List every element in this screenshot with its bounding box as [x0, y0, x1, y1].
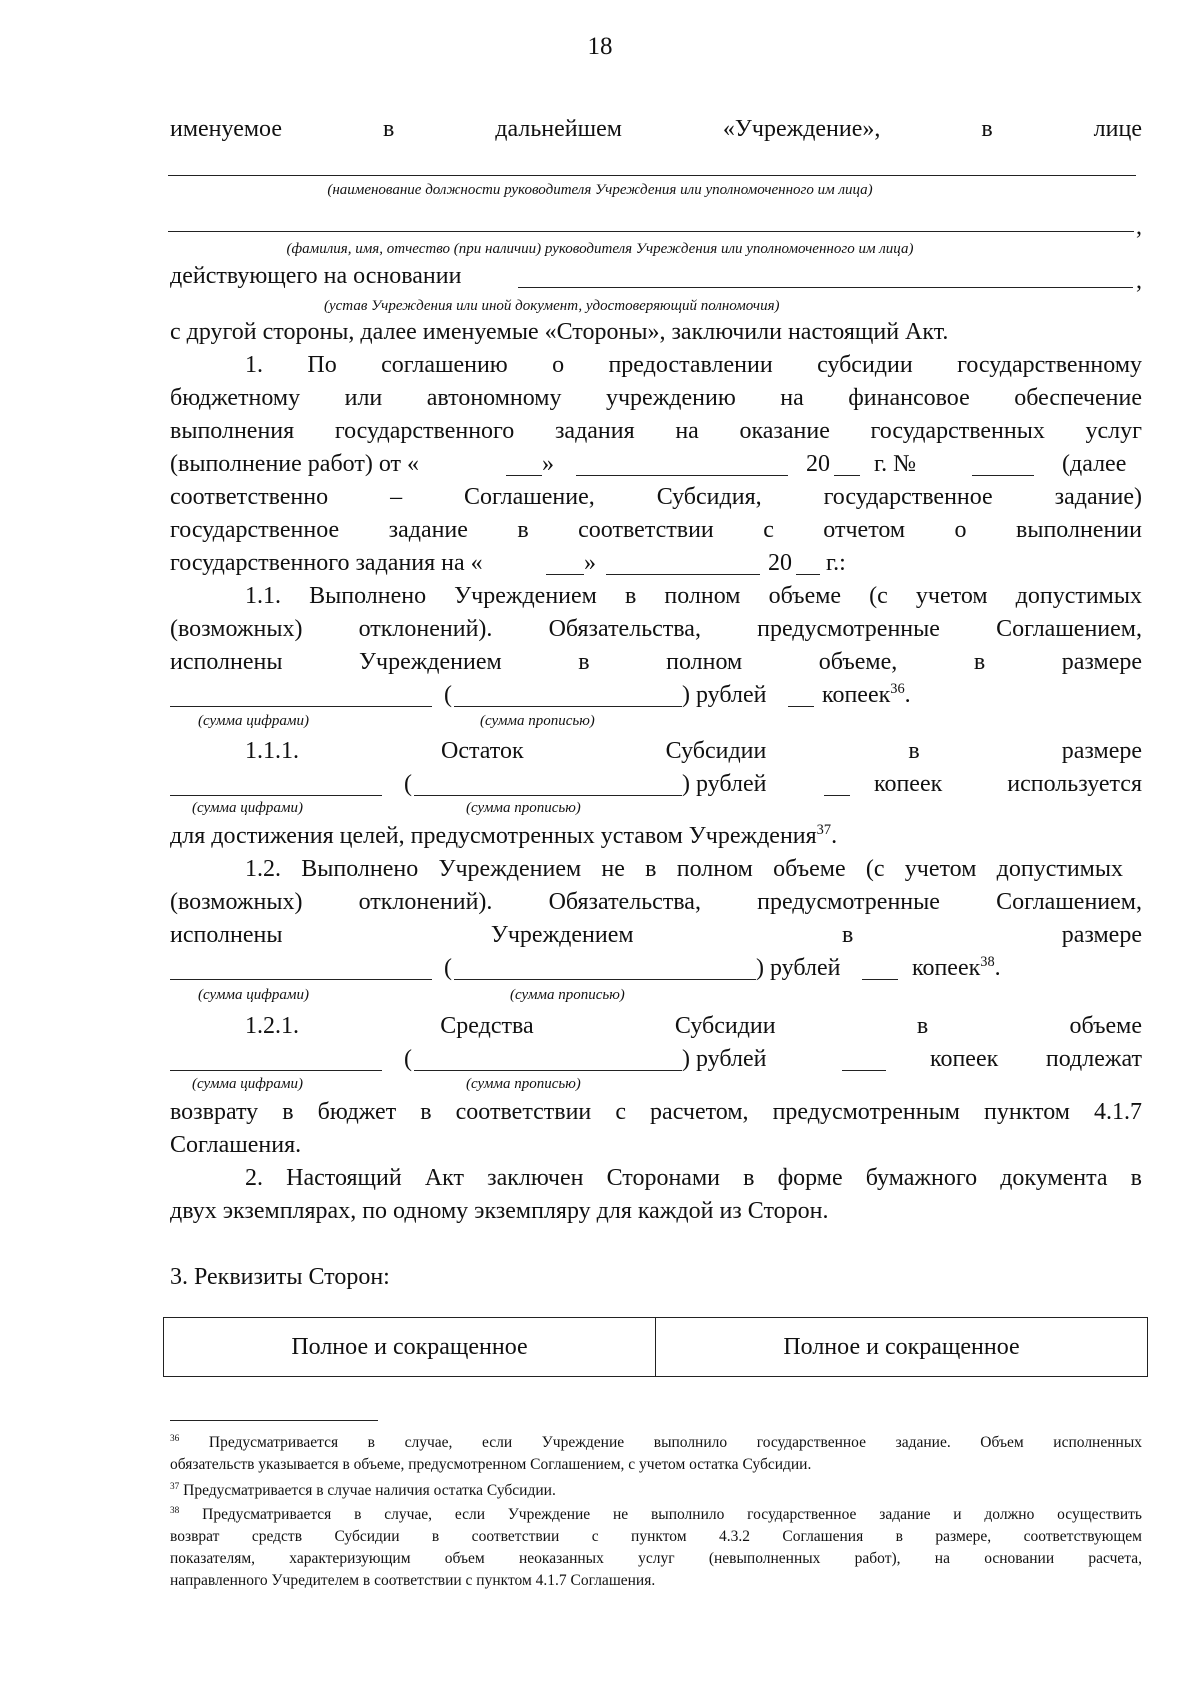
fio-blank-line [168, 231, 1134, 232]
p12-words-blank [454, 979, 756, 980]
p11-line-3: исполнены Учреждением в полном объеме, в размере [170, 649, 1142, 675]
day-blank [506, 475, 542, 476]
p121-caption-digits: (сумма цифрами) [192, 1076, 303, 1092]
p111-caption-words: (сумма прописью) [466, 800, 581, 816]
p121-words-blank [414, 1070, 682, 1071]
p12-kopeks-label: копеек [912, 955, 981, 981]
para1-line-5: соответственно – Соглашение, Субсидия, государственное задание) [170, 484, 1142, 510]
p11-open-paren: ( [444, 682, 452, 708]
para1-line-4-d: г. № [874, 451, 917, 477]
footnote-36-line-1 [170, 1432, 1142, 1454]
p121-kopeks-label: копеек подлежат [930, 1046, 1142, 1072]
p12-line-3: исполнены Учреждением в размере [170, 922, 1142, 948]
caption-position: (наименование должности руководителя Учреждения или уполномоченного им лица) [327, 182, 873, 198]
p12-kopeks-blank [862, 979, 898, 980]
p12-caption-digits: (сумма цифрами) [198, 987, 309, 1003]
para1-line-2: бюджетному или автономному учреждению на финансовое обеспечение [170, 385, 1142, 411]
p111-purpose-text: для достижения целей, предусмотренных уставом Учреждения [170, 823, 817, 849]
month-blank [576, 475, 788, 476]
p111-kopeks-blank [824, 795, 850, 796]
footnote-36-text: Предусматривается в случае, если Учреждение выполнило государственное задание. Объем исполненных [208, 1434, 1142, 1451]
acting-on-label: действующего на основании [170, 263, 462, 289]
para1-line-7-d: г.: [826, 550, 846, 576]
p11-kopeks-label: копеек [822, 682, 891, 708]
p12-line-1: 1.2. Выполнено Учреждением не в полном объеме (с учетом допустимых [245, 856, 1123, 882]
position-blank-line [168, 175, 1136, 176]
p111-open-paren: ( [404, 771, 412, 797]
p12-line-end: . [994, 955, 1001, 981]
footnote-36-line-2: обязательств указывается в объеме, предусмотренном Соглашением, с учетом остатка Субсидии. [170, 1456, 812, 1473]
p111-caption-digits: (сумма цифрами) [192, 800, 303, 816]
para3-title: 3. Реквизиты Сторон: [170, 1264, 390, 1290]
p12-open-paren: ( [444, 955, 452, 981]
table-header-party-2: Полное и сокращенное [655, 1318, 1147, 1376]
p11-kopeks-line [822, 680, 911, 710]
footnote-37-text: Предусматривается в случае наличия остатка Субсидии. [183, 1482, 556, 1499]
p111-digits-blank [170, 795, 382, 796]
intro-line-1: именуемое в дальнейшем «Учреждение», в лице [170, 116, 1142, 142]
month-blank-2 [606, 574, 760, 575]
day-blank-2 [546, 574, 584, 575]
footnote-ref-37: 37 [816, 822, 832, 838]
fio-comma: , [1136, 214, 1142, 240]
p111-line-1: 1.1.1. Остаток Субсидии в размере [245, 738, 1142, 764]
p11-line-1: 1.1. Выполнено Учреждением в полном объеме (с учетом допустимых [245, 583, 1142, 609]
footnote-38-line-2: возврат средств Субсидии в соответствии с пунктом 4.3.2 Соглашения в размере, соответствующем [170, 1528, 1142, 1545]
footnote-ref-36: 36 [890, 681, 905, 697]
p111-words-blank [414, 795, 682, 796]
p121-open-paren: ( [404, 1046, 412, 1072]
p121-rubles: ) рублей [682, 1046, 767, 1072]
p121-line-3: возврату в бюджет в соответствии с расчетом, предусмотренным пунктом 4.1.7 [170, 1099, 1142, 1125]
footnote-38-line-3: показателям, характеризующим объем неоказанных услуг (невыполненных работ), на основании расчета, [170, 1550, 1142, 1567]
p12-line-2: (возможных) отклонений). Обязательства, предусмотренные Соглашением, [170, 889, 1142, 915]
para2-line-1: 2. Настоящий Акт заключен Сторонами в форме бумажного документа в [245, 1165, 1142, 1191]
para1-line-7-c: 20 [768, 550, 792, 576]
footnote-38-text: Предусматривается в случае, если Учреждение не выполнило государственное задание и должно осуществить [202, 1506, 1143, 1523]
p11-caption-digits: (сумма цифрами) [198, 713, 309, 729]
p11-kopeks-blank [788, 706, 814, 707]
p121-caption-words: (сумма прописью) [466, 1076, 581, 1092]
para1-line-4-c: 20 [806, 451, 830, 477]
p121-line-4: Соглашения. [170, 1132, 302, 1158]
p11-caption-words: (сумма прописью) [480, 713, 595, 729]
p11-line-end: . [904, 682, 911, 708]
p111-kopeks-label: копеек используется [874, 771, 1142, 797]
p11-line-2: (возможных) отклонений). Обязательства, предусмотренные Соглашением, [170, 616, 1142, 642]
p111-line-3 [170, 821, 837, 851]
para1-line-4-a: (выполнение работ) от « [170, 451, 419, 477]
p111-rubles: ) рублей [682, 771, 767, 797]
p11-rubles: ) рублей [682, 682, 767, 708]
p121-kopeks-blank [842, 1070, 886, 1071]
requisites-table [163, 1317, 1148, 1377]
footnote-number-37: 37 [170, 1481, 180, 1492]
page-number: 18 [587, 33, 613, 60]
basis-blank-line [518, 287, 1133, 288]
para1-line-4-e: (далее [1062, 451, 1127, 477]
footnote-38-line-4: направленного Учредителем в соответствии с пунктом 4.1.7 Соглашения. [170, 1572, 656, 1589]
para1-line-7-a: государственного задания на « [170, 550, 483, 576]
p121-line-1: 1.2.1. Средства Субсидии в объеме [245, 1013, 1142, 1039]
p11-digits-blank [170, 706, 432, 707]
para1-line-4-b: » [542, 451, 554, 477]
p12-rubles: ) рублей [756, 955, 841, 981]
caption-basis: (устав Учреждения или иной документ, удостоверяющий полномочия) [324, 298, 780, 314]
year-blank [834, 475, 860, 476]
footnote-37 [170, 1480, 556, 1502]
basis-comma: , [1136, 268, 1142, 294]
p12-kopeks-line [912, 953, 1001, 983]
table-header-party-1: Полное и сокращенное [291, 1333, 528, 1360]
p12-digits-blank [170, 979, 432, 980]
footnote-38-line-1 [170, 1504, 1142, 1526]
year-blank-2 [796, 574, 820, 575]
footnote-ref-38: 38 [980, 954, 995, 970]
other-side-line: с другой стороны, далее именуемые «Стороны», заключили настоящий Акт. [170, 319, 949, 345]
para1-line-1: 1. По соглашению о предоставлении субсидии государственному [245, 352, 1142, 378]
footnote-number-38: 38 [170, 1505, 180, 1516]
para1-line-7-b: » [584, 550, 596, 576]
p12-caption-words: (сумма прописью) [510, 987, 625, 1003]
p111-line-end: . [831, 823, 838, 849]
number-blank [972, 475, 1034, 476]
para1-line-3: выполнения государственного задания на оказание государственных услуг [170, 418, 1142, 444]
caption-fio: (фамилия, имя, отчество (при наличии) руководителя Учреждения или уполномоченного им лица) [286, 241, 914, 257]
para1-line-6: государственное задание в соответствии с отчетом о выполнении [170, 517, 1142, 543]
para2-line-2: двух экземплярах, по одному экземпляру для каждой из Сторон. [170, 1198, 829, 1224]
p121-digits-blank [170, 1070, 382, 1071]
footnote-separator [170, 1420, 378, 1421]
p11-words-blank [454, 706, 682, 707]
footnote-number-36: 36 [170, 1433, 180, 1444]
